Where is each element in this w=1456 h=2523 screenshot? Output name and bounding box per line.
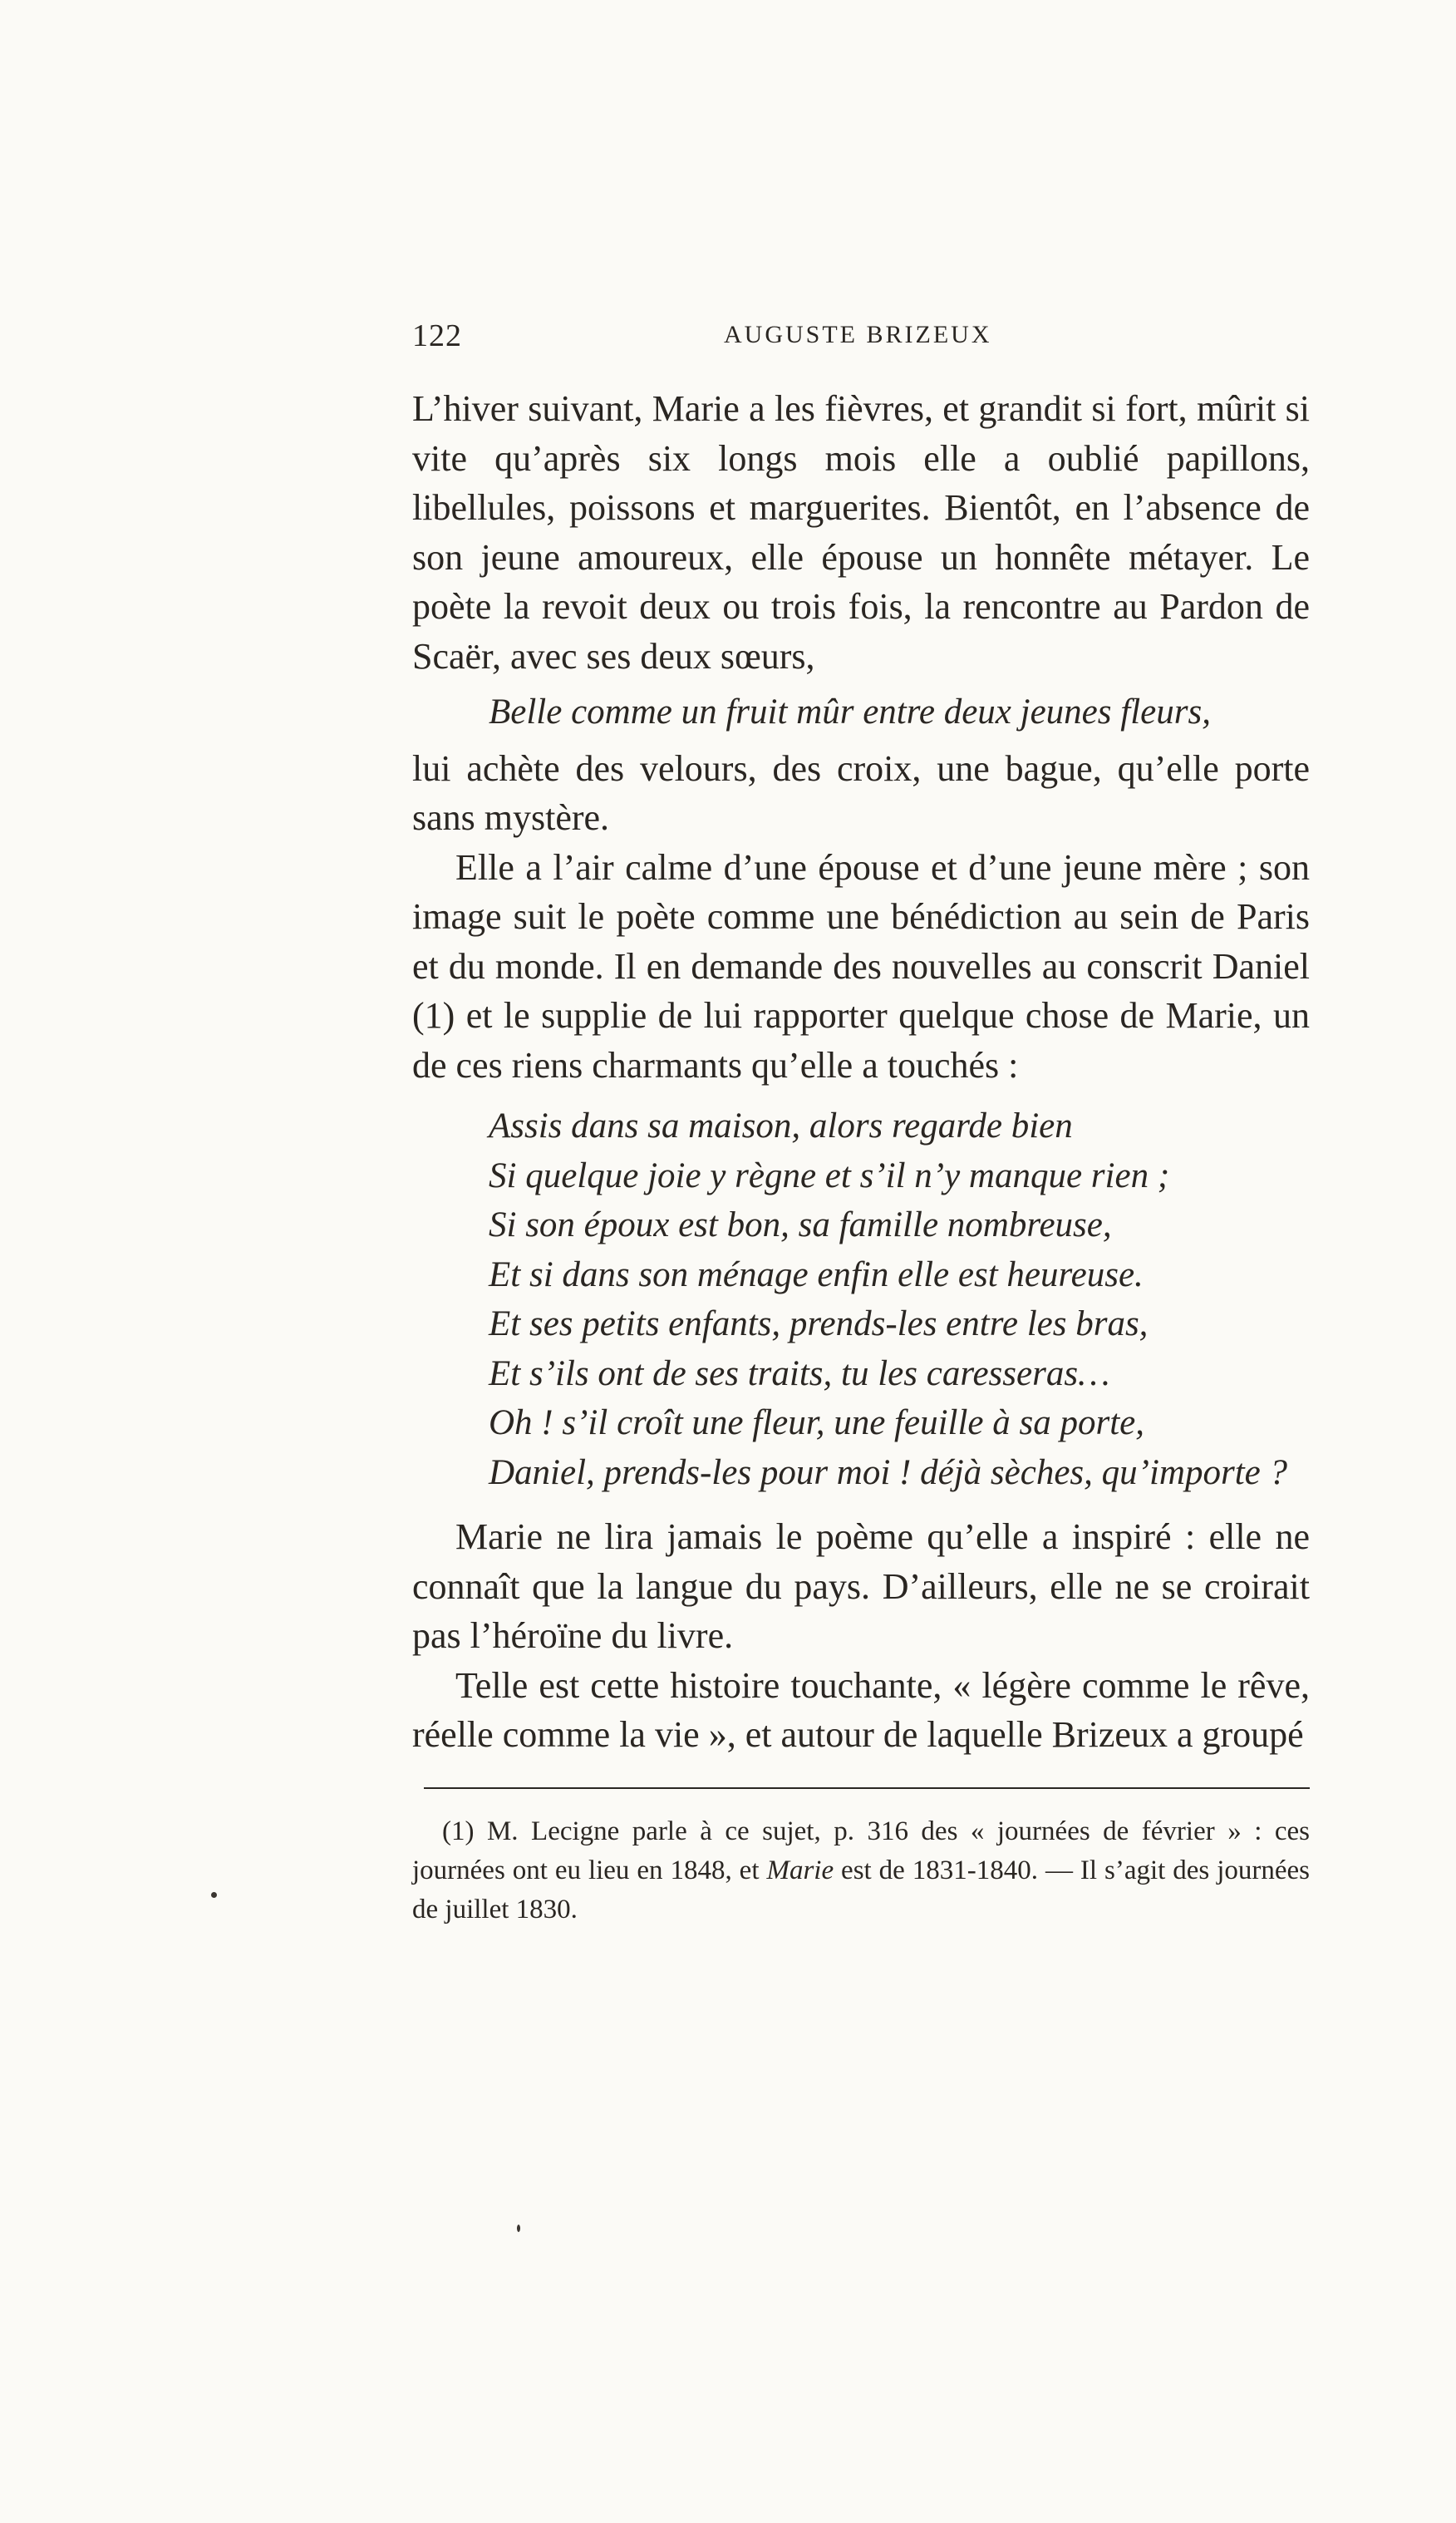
main-text	[412, 384, 1310, 1760]
verse-line: Si son époux est bon, sa famille nombreuse,	[489, 1205, 1112, 1244]
paragraph-4: Marie ne lira jamais le poème qu’elle a inspiré : elle ne connaît que la langue du pays. D’ailleurs, elle ne se croirait pas l’héroïne du livre.	[412, 1516, 1310, 1656]
footnote-text-part: (1) M. Lecigne parle à ce sujet, p. 316 des « journées de février » : ces journées ont eu lieu en 1848, et	[412, 1816, 1310, 1885]
verse-line: Et ses petits enfants, prends-les entre les bras,	[489, 1304, 1149, 1343]
running-title: AUGUSTE BRIZEUX	[724, 321, 992, 348]
paragraph-3: Elle a l’air calme d’une épouse et d’une jeune mère ; son image suit le poète comme une bénédiction au sein de Paris et du monde. Il en demande des nouvelles au conscrit Daniel (1) et le supplie de lui rapporter quelque chose de Marie, un de ces riens charmants qu’elle a touchés :	[412, 846, 1310, 1086]
footnote-1	[412, 1812, 1310, 1929]
verse-quote-block	[489, 1101, 1310, 1497]
ink-speck	[211, 1892, 217, 1898]
paragraph-2: lui achète des velours, des croix, une bague, qu’elle porte sans mystère.	[412, 747, 1310, 838]
page-header	[412, 318, 1310, 367]
verse-line: Et s’ils ont de ses traits, tu les caresseras…	[489, 1353, 1110, 1393]
paragraph-5: Telle est cette histoire touchante, « légère comme le rêve, réelle comme la vie », et autour de laquelle Brizeux a groupé	[412, 1664, 1310, 1755]
footnote-divider	[424, 1787, 1310, 1789]
page-number: 122	[412, 318, 462, 353]
footnote-book-title: Marie	[766, 1855, 834, 1885]
verse-line: Oh ! s’il croît une fleur, une feuille à sa porte,	[489, 1403, 1145, 1442]
verse-line: Et si dans son ménage enfin elle est heureuse.	[489, 1254, 1144, 1294]
ink-speck	[517, 2225, 520, 2232]
paragraph-1: L’hiver suivant, Marie a les fièvres, et grandit si fort, mûrit si vite qu’après six longs mois elle a oublié papillons, libellules, poissons et marguerites. Bientôt, en l’absence de son jeune amoureux, elle épouse un honnête métayer. Le poète la revoit deux ou trois fois, la rencontre au Pardon de Scaër, avec ses deux sœurs,	[412, 388, 1310, 677]
verse-line: Si quelque joie y règne et s’il n’y manque rien ;	[489, 1156, 1170, 1195]
footnotes	[412, 1812, 1310, 1929]
verse-line: Assis dans sa maison, alors regarde bien	[489, 1106, 1073, 1146]
verse-line: Daniel, prends-les pour moi ! déjà sèches, qu’importe ?	[489, 1452, 1287, 1492]
verse-quote-single: Belle comme un fruit mûr entre deux jeunes fleurs,	[489, 692, 1211, 732]
footnote-text-part: est de 1831-1840. — Il s’agit des journées de juillet 1830.	[412, 1855, 1310, 1924]
